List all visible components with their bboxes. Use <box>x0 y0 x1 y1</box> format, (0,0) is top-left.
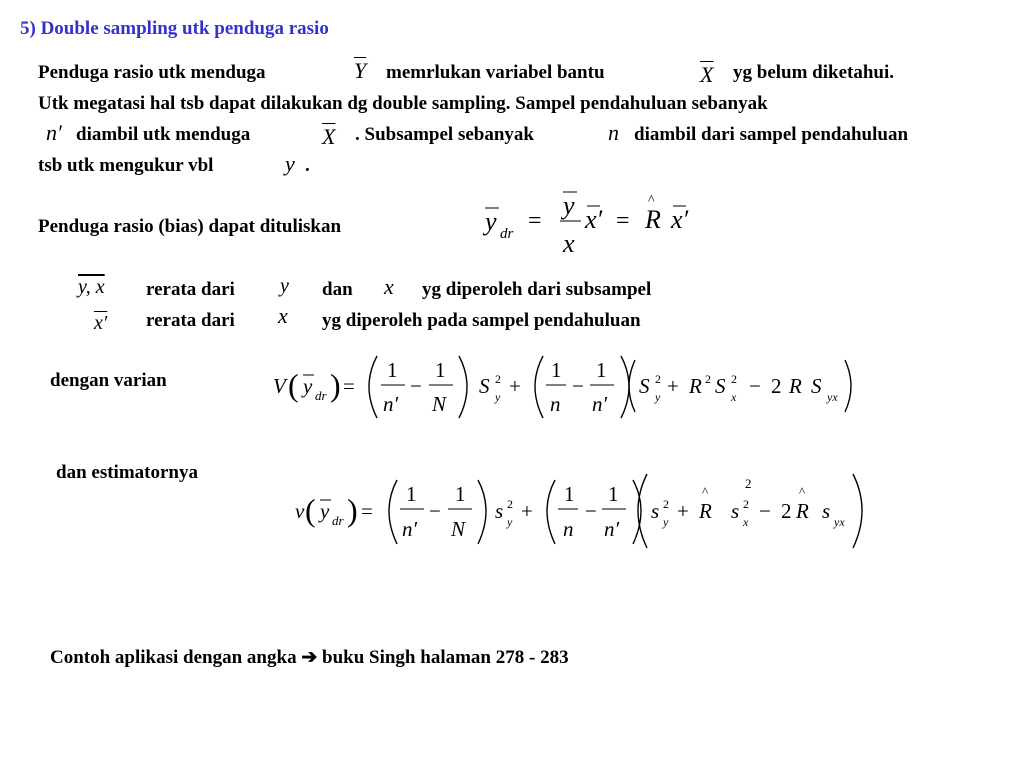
symbol-n: n <box>608 120 619 145</box>
svg-text:=: = <box>616 208 630 234</box>
svg-text:2: 2 <box>705 372 711 386</box>
symbol-n-prime: n′ <box>46 120 62 145</box>
svg-text:=: = <box>343 374 355 398</box>
svg-text:=: = <box>361 499 373 523</box>
line2-text: Utk megatasi hal tsb dapat dilakukan dg double sampling. Sampel pendahuluan sebanyak <box>38 93 768 114</box>
svg-text:y: y <box>507 515 513 529</box>
svg-text:1: 1 <box>596 358 607 382</box>
svg-text:2: 2 <box>743 497 749 511</box>
svg-text:^: ^ <box>648 193 655 208</box>
svg-text:2: 2 <box>731 372 737 386</box>
svg-text:x: x <box>563 229 575 258</box>
svg-text:y: y <box>495 390 501 404</box>
svg-text:R: R <box>645 205 661 234</box>
symbol-y-bar-upper: $\overline{Y}$ <box>354 58 367 83</box>
svg-text:2: 2 <box>655 372 661 386</box>
symbol-x-bar-upper-2: $\overline{X}$ <box>322 124 336 149</box>
svg-text:−: − <box>759 499 771 523</box>
svg-text:1: 1 <box>551 358 562 382</box>
svg-text:2: 2 <box>745 476 752 491</box>
estimator-label: dan estimatornya <box>56 462 198 483</box>
line4-dot: . <box>305 155 310 176</box>
svg-text:(: ( <box>288 367 299 403</box>
footer-text-before: Contoh aplikasi dengan angka <box>50 647 297 668</box>
ratio-formula <box>470 180 710 265</box>
def2-symbol-x: x <box>278 303 288 328</box>
def1-rest: yg diperoleh dari subsampel <box>422 279 652 300</box>
svg-text:n′: n′ <box>592 392 608 416</box>
line3-text-b: . Subsampel sebanyak <box>355 124 534 145</box>
svg-text:dr: dr <box>315 388 327 403</box>
svg-text:R: R <box>689 374 702 398</box>
svg-text:S: S <box>715 374 726 398</box>
def1-symbol-x: x <box>384 274 394 299</box>
svg-text:n: n <box>550 392 561 416</box>
svg-text:S: S <box>639 374 650 398</box>
line1-text-middle: memrlukan variabel bantu <box>386 62 605 83</box>
svg-text:s: s <box>822 499 831 523</box>
def1-dan: dan <box>322 279 353 300</box>
svg-text:(: ( <box>305 492 316 528</box>
symbol-y-bar-x-bar: y, x <box>78 276 105 298</box>
estimator-formula <box>285 468 875 553</box>
svg-text:): ) <box>330 367 341 403</box>
variance-label: dengan varian <box>50 370 167 391</box>
svg-text:2: 2 <box>663 497 669 511</box>
svg-text:R: R <box>789 374 802 398</box>
svg-text:2: 2 <box>771 374 782 398</box>
svg-text:y: y <box>655 390 661 404</box>
svg-text:n′: n′ <box>604 517 620 541</box>
svg-text:v: v <box>295 499 305 523</box>
svg-text:s: s <box>495 499 504 523</box>
symbol-y: y <box>285 151 295 176</box>
svg-text:yx: yx <box>827 390 838 404</box>
svg-text:1: 1 <box>435 358 446 382</box>
svg-text:dr: dr <box>500 226 514 242</box>
svg-text:−: − <box>749 374 761 398</box>
line3-text-c: diambil dari sampel pendahuluan <box>634 124 909 145</box>
svg-text:y: y <box>320 499 330 523</box>
svg-text:n′: n′ <box>402 517 418 541</box>
symbol-x-bar-prime: x′ <box>94 312 108 334</box>
svg-text:1: 1 <box>387 358 398 382</box>
svg-text:V: V <box>273 374 286 398</box>
svg-text:+: + <box>509 374 521 398</box>
line1-text-before: Penduga rasio utk menduga <box>38 62 266 83</box>
svg-text:y: y <box>485 207 497 236</box>
svg-text:S: S <box>479 374 490 398</box>
svg-text:S: S <box>811 374 822 398</box>
svg-text:1: 1 <box>608 482 619 506</box>
svg-text:x′: x′ <box>585 205 603 234</box>
svg-text:+: + <box>521 499 533 523</box>
svg-text:+: + <box>677 499 689 523</box>
svg-text:R: R <box>796 499 809 523</box>
svg-text:−: − <box>429 499 441 523</box>
variance-formula <box>265 348 865 428</box>
svg-text:2: 2 <box>507 497 513 511</box>
svg-text:1: 1 <box>564 482 575 506</box>
def1-symbol-y: y <box>280 275 289 297</box>
svg-text:n′: n′ <box>383 392 399 416</box>
svg-text:s: s <box>651 499 660 523</box>
def2-rest: yg diperoleh pada sampel pendahuluan <box>322 310 641 331</box>
svg-text:−: − <box>572 374 584 398</box>
svg-text:^: ^ <box>799 484 806 499</box>
footer-text-after: buku Singh halaman 278 - 283 <box>322 647 569 668</box>
svg-text:^: ^ <box>702 484 709 499</box>
line1-text-after: yg belum diketahui. <box>733 62 895 83</box>
svg-text:=: = <box>528 208 542 234</box>
slide-title: 5) Double sampling utk penduga rasio <box>20 18 329 39</box>
svg-text:N: N <box>451 517 466 541</box>
line4-text: tsb utk mengukur vbl <box>38 155 214 176</box>
svg-text:y: y <box>303 374 313 398</box>
def1-label: rerata dari <box>146 279 235 300</box>
svg-text:y: y <box>563 191 575 220</box>
svg-text:1: 1 <box>406 482 417 506</box>
svg-text:n: n <box>563 517 574 541</box>
svg-text:s: s <box>731 499 740 523</box>
svg-text:yx: yx <box>834 515 845 529</box>
svg-text:R: R <box>699 499 712 523</box>
ratio-label: Penduga rasio (bias) dapat dituliskan <box>38 216 342 237</box>
svg-text:dr: dr <box>332 513 344 528</box>
line3-text-a: diambil utk menduga <box>76 124 251 145</box>
svg-text:N: N <box>432 392 447 416</box>
svg-text:−: − <box>585 499 597 523</box>
svg-text:x′: x′ <box>671 205 689 234</box>
svg-text:x: x <box>743 515 749 529</box>
arrow-right-icon: ➔ <box>301 647 318 668</box>
footer-note <box>50 646 569 669</box>
svg-text:y: y <box>663 515 669 529</box>
def2-label: rerata dari <box>146 310 235 331</box>
svg-text:2: 2 <box>781 499 792 523</box>
svg-text:1: 1 <box>455 482 466 506</box>
symbol-x-bar-upper: $\overline{X}$ <box>700 62 714 87</box>
svg-text:+: + <box>667 374 679 398</box>
svg-text:): ) <box>347 492 358 528</box>
svg-text:−: − <box>410 374 422 398</box>
svg-text:2: 2 <box>495 372 501 386</box>
svg-text:x: x <box>731 390 737 404</box>
